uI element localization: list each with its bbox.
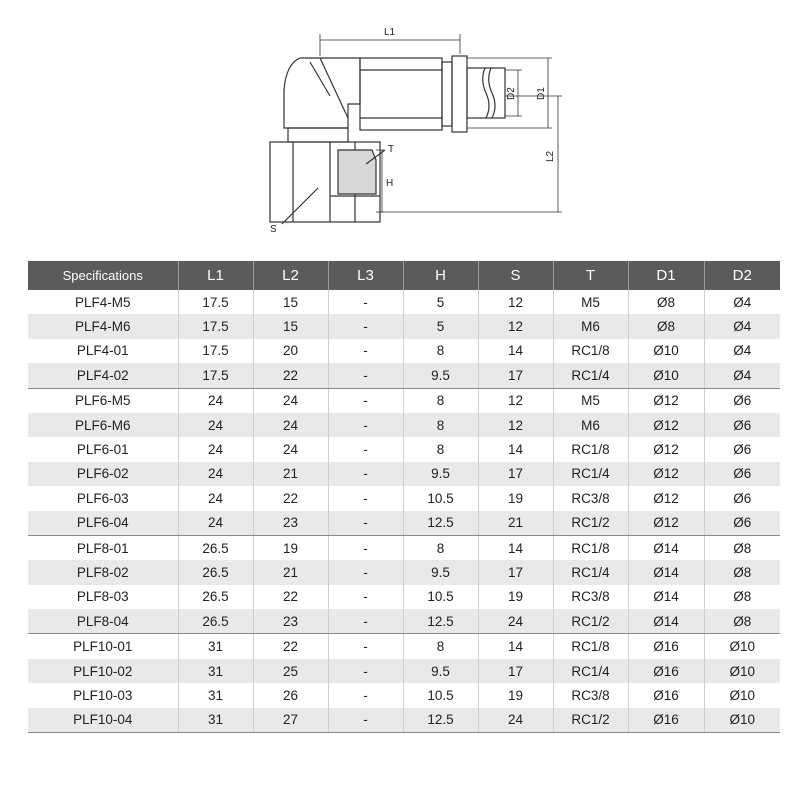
table-cell-s: 24 <box>478 609 553 634</box>
table-row <box>28 708 780 733</box>
table-cell-l2: 23 <box>253 609 328 634</box>
table-cell-h: 8 <box>403 634 478 659</box>
table-cell-d2: Ø8 <box>704 560 780 584</box>
table-cell-l3: - <box>328 339 403 363</box>
table-cell-specifications: PLF8-02 <box>28 560 178 584</box>
table-row <box>28 339 780 363</box>
table-cell-h: 9.5 <box>403 363 478 388</box>
table-cell-d1: Ø12 <box>628 511 704 536</box>
table-cell-l1: 24 <box>178 486 253 510</box>
table-header-row <box>28 261 780 290</box>
table-cell-l1: 17.5 <box>178 339 253 363</box>
table-cell-l3: - <box>328 413 403 437</box>
collet-ring <box>442 62 452 126</box>
table-cell-s: 21 <box>478 511 553 536</box>
column-header-l3: L3 <box>328 261 403 290</box>
table-cell-l2: 26 <box>253 683 328 707</box>
table-cell-t: M6 <box>553 314 628 338</box>
table-cell-s: 19 <box>478 683 553 707</box>
table-cell-s: 17 <box>478 560 553 584</box>
column-header-d1: D1 <box>628 261 704 290</box>
column-header-s: S <box>478 261 553 290</box>
table-cell-d1: Ø16 <box>628 659 704 683</box>
table-cell-d1: Ø14 <box>628 585 704 609</box>
table-cell-h: 8 <box>403 535 478 560</box>
table-cell-l1: 24 <box>178 511 253 536</box>
table-cell-s: 19 <box>478 585 553 609</box>
table-cell-specifications: PLF10-04 <box>28 708 178 733</box>
table-cell-s: 14 <box>478 535 553 560</box>
table-cell-l2: 19 <box>253 535 328 560</box>
table-cell-d2: Ø10 <box>704 634 780 659</box>
table-cell-d2: Ø8 <box>704 609 780 634</box>
table-cell-t: RC1/2 <box>553 609 628 634</box>
table-cell-h: 8 <box>403 388 478 413</box>
d1-label: D1 <box>536 87 547 100</box>
table-cell-h: 9.5 <box>403 560 478 584</box>
l2-label: L2 <box>545 150 556 162</box>
table-cell-h: 8 <box>403 437 478 461</box>
table-cell-l1: 24 <box>178 388 253 413</box>
table-cell-l2: 20 <box>253 339 328 363</box>
table-cell-t: RC1/2 <box>553 511 628 536</box>
tube-break-curve <box>489 68 495 118</box>
table-row <box>28 634 780 659</box>
table-row <box>28 659 780 683</box>
table-cell-d1: Ø12 <box>628 388 704 413</box>
table-cell-specifications: PLF6-02 <box>28 462 178 486</box>
table-cell-l2: 27 <box>253 708 328 733</box>
table-cell-t: RC1/4 <box>553 560 628 584</box>
table-cell-l2: 15 <box>253 290 328 314</box>
table-cell-l1: 24 <box>178 462 253 486</box>
table-cell-d1: Ø14 <box>628 535 704 560</box>
table-cell-d2: Ø6 <box>704 413 780 437</box>
tube-body <box>360 58 442 130</box>
table-cell-d1: Ø12 <box>628 413 704 437</box>
table-cell-specifications: PLF6-03 <box>76 490 129 506</box>
table-cell-h: 9.5 <box>403 659 478 683</box>
table-cell-d1: Ø12 <box>628 486 704 510</box>
table-cell-t: RC1/8 <box>553 634 628 659</box>
table-cell-l3: - <box>328 535 403 560</box>
table-row <box>28 462 780 486</box>
table-cell-h: 9.5 <box>403 462 478 486</box>
table-cell-t: RC1/4 <box>553 462 628 486</box>
table-cell-h: 5 <box>403 290 478 314</box>
elbow-body <box>284 58 360 128</box>
table-cell-t: RC1/4 <box>553 363 628 388</box>
table-cell-d2: Ø6 <box>704 486 780 510</box>
table-cell-l1: 17.5 <box>178 314 253 338</box>
table-cell-s: 17 <box>478 659 553 683</box>
table-cell-specifications: PLF8-04 <box>28 609 178 634</box>
table-row <box>28 290 780 314</box>
table-cell-h: 8 <box>403 339 478 363</box>
table-cell-specifications: PLF10-01 <box>73 639 133 655</box>
table-cell-s: 12 <box>478 413 553 437</box>
table-cell-d2: Ø8 <box>704 535 780 560</box>
column-header-t: T <box>553 261 628 290</box>
table-cell-l2: 21 <box>253 462 328 486</box>
table-cell-l2: 22 <box>253 585 328 609</box>
table-cell-t: M5 <box>553 290 628 314</box>
table-cell-s: 12 <box>478 290 553 314</box>
table-cell-l3: - <box>328 634 403 659</box>
table-cell-h: 10.5 <box>403 585 478 609</box>
table-cell-l3: - <box>328 486 403 510</box>
table-cell-t: RC1/2 <box>553 708 628 733</box>
table-cell-d2: Ø4 <box>704 290 780 314</box>
table-cell-t: RC1/4 <box>553 659 628 683</box>
table-cell-h: 10.5 <box>403 683 478 707</box>
table-cell-s: 12 <box>478 388 553 413</box>
table-cell-l3: - <box>328 290 403 314</box>
table-cell-l2: 24 <box>253 437 328 461</box>
table-cell-l2: 21 <box>253 560 328 584</box>
table-cell-specifications: PLF6-04 <box>28 511 178 536</box>
table-cell-specifications: PLF4-M6 <box>28 314 178 338</box>
table-cell-l3: - <box>328 560 403 584</box>
table-cell-l1: 24 <box>178 413 253 437</box>
table-cell-t: M5 <box>553 388 628 413</box>
table-cell-l3: - <box>328 462 403 486</box>
table-cell-l1: 26.5 <box>178 535 253 560</box>
table-cell-specifications: PLF8-01 <box>76 540 129 556</box>
fitting-technical-drawing <box>0 0 800 250</box>
table-cell-l1: 31 <box>178 708 253 733</box>
table-cell-specifications: PLF8-03 <box>76 589 129 605</box>
table-cell-h: 12.5 <box>403 511 478 536</box>
table-cell-l3: - <box>328 511 403 536</box>
table-cell-l2: 15 <box>253 314 328 338</box>
h-label: H <box>386 178 394 189</box>
release-sleeve <box>452 56 467 132</box>
table-cell-t: RC3/8 <box>553 486 628 510</box>
table-cell-specifications: PLF6-01 <box>76 442 129 458</box>
table-cell-s: 17 <box>478 363 553 388</box>
table-cell-specifications: PLF6-M6 <box>28 413 178 437</box>
table-cell-l3: - <box>328 659 403 683</box>
d2-label: D2 <box>506 87 517 100</box>
table-cell-s: 12 <box>478 314 553 338</box>
table-cell-h: 8 <box>403 413 478 437</box>
table-cell-l3: - <box>328 683 403 707</box>
table-cell-h: 12.5 <box>403 708 478 733</box>
column-header-h: H <box>403 261 478 290</box>
table-cell-d1: Ø16 <box>628 683 704 707</box>
table-cell-specifications: PLF4-01 <box>76 343 129 359</box>
table-cell-d1: Ø12 <box>628 437 704 461</box>
table-cell-d2: Ø6 <box>704 437 780 461</box>
table-cell-t: RC1/8 <box>553 339 628 363</box>
table-cell-s: 17 <box>478 462 553 486</box>
s-leader-line <box>282 188 318 224</box>
table-cell-s: 19 <box>478 486 553 510</box>
table-cell-d2: Ø10 <box>704 708 780 733</box>
table-cell-l2: 22 <box>253 634 328 659</box>
table-cell-d1: Ø8 <box>628 290 704 314</box>
table-cell-t: RC1/8 <box>553 437 628 461</box>
table-cell-l1: 17.5 <box>178 290 253 314</box>
table-cell-s: 14 <box>478 339 553 363</box>
table-body <box>28 290 780 733</box>
table-cell-l1: 26.5 <box>178 585 253 609</box>
table-cell-l3: - <box>328 388 403 413</box>
table-cell-t: RC1/8 <box>553 535 628 560</box>
table-cell-l1: 31 <box>178 634 253 659</box>
table-row <box>28 363 780 388</box>
table-cell-specifications: PLF6-M5 <box>74 393 131 409</box>
table-cell-l1: 26.5 <box>178 560 253 584</box>
t-label: T <box>388 144 395 155</box>
table-row <box>28 511 780 536</box>
elbow-edge-line <box>310 62 330 96</box>
table-cell-d2: Ø6 <box>704 511 780 536</box>
column-header-l2: L2 <box>253 261 328 290</box>
table-cell-t: RC3/8 <box>553 683 628 707</box>
column-header-d2: D2 <box>704 261 780 290</box>
table-cell-l2: 24 <box>253 388 328 413</box>
table-cell-s: 14 <box>478 634 553 659</box>
table-cell-h: 5 <box>403 314 478 338</box>
table-cell-d1: Ø16 <box>628 634 704 659</box>
table-cell-h: 10.5 <box>403 486 478 510</box>
table-cell-l1: 26.5 <box>178 609 253 634</box>
table-cell-l1: 24 <box>178 437 253 461</box>
table-cell-d2: Ø8 <box>704 585 780 609</box>
table-cell-l2: 22 <box>253 363 328 388</box>
l1-label: L1 <box>384 27 396 38</box>
table-cell-l1: 31 <box>178 683 253 707</box>
table-cell-l3: - <box>328 585 403 609</box>
table-row <box>28 609 780 634</box>
table-row <box>28 388 780 413</box>
table-cell-specifications: PLF10-03 <box>73 687 133 703</box>
specifications-table <box>28 261 780 733</box>
table-cell-l2: 24 <box>253 413 328 437</box>
table-cell-l3: - <box>328 437 403 461</box>
tube-break-curve <box>483 68 489 118</box>
table-cell-specifications: PLF10-02 <box>28 659 178 683</box>
table-cell-d1: Ø14 <box>628 560 704 584</box>
elbow-edge-line <box>320 58 348 118</box>
table-row <box>28 560 780 584</box>
table-cell-d2: Ø6 <box>704 388 780 413</box>
table-row <box>28 535 780 560</box>
table-cell-l1: 17.5 <box>178 363 253 388</box>
table-cell-l3: - <box>328 708 403 733</box>
table-cell-d2: Ø4 <box>704 339 780 363</box>
table-cell-specifications: PLF4-M5 <box>74 294 131 310</box>
table-row <box>28 413 780 437</box>
swivel-neck <box>288 128 348 142</box>
table-cell-d2: Ø10 <box>704 683 780 707</box>
table-cell-l3: - <box>328 363 403 388</box>
table-row <box>28 683 780 707</box>
table-cell-d1: Ø14 <box>628 609 704 634</box>
table-cell-l1: 31 <box>178 659 253 683</box>
table-cell-d1: Ø8 <box>628 314 704 338</box>
table-cell-l3: - <box>328 314 403 338</box>
table-cell-d1: Ø16 <box>628 708 704 733</box>
table-cell-l2: 25 <box>253 659 328 683</box>
table-cell-l2: 23 <box>253 511 328 536</box>
table-cell-l2: 22 <box>253 486 328 510</box>
s-label: S <box>270 224 277 235</box>
table-cell-specifications: PLF4-02 <box>28 363 178 388</box>
thread-section <box>338 150 376 194</box>
table-cell-d2: Ø4 <box>704 363 780 388</box>
table-cell-d2: Ø6 <box>704 462 780 486</box>
table-cell-h: 12.5 <box>403 609 478 634</box>
table-cell-l3: - <box>328 609 403 634</box>
table-cell-t: RC3/8 <box>553 585 628 609</box>
table-cell-d1: Ø10 <box>628 363 704 388</box>
table-row <box>28 486 780 510</box>
table-cell-d2: Ø10 <box>704 659 780 683</box>
table-cell-d1: Ø12 <box>628 462 704 486</box>
table-cell-d2: Ø4 <box>704 314 780 338</box>
table-cell-t: M6 <box>553 413 628 437</box>
table-cell-s: 24 <box>478 708 553 733</box>
column-header-l1: L1 <box>178 261 253 290</box>
table-cell-d1: Ø10 <box>628 339 704 363</box>
table-row <box>28 314 780 338</box>
column-header-specifications: Specifications <box>28 261 178 290</box>
table-cell-s: 14 <box>478 437 553 461</box>
table-row <box>28 437 780 461</box>
table-row <box>28 585 780 609</box>
